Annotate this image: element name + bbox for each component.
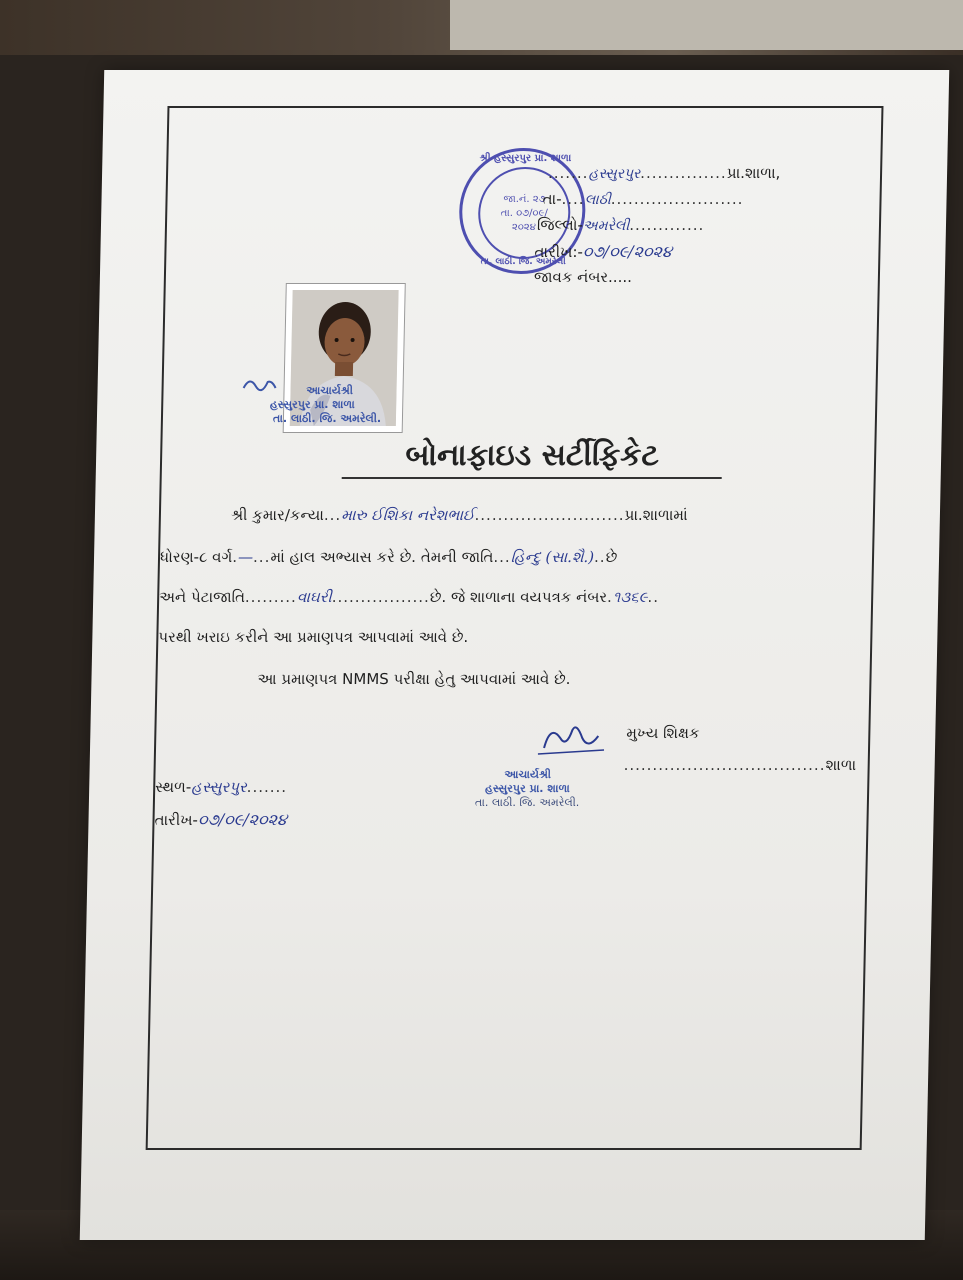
body-line-2: ધોરણ-૮ વર્ગ.—...માં હાલ અભ્યાસ કરે છે. તેમની જાતિ...હિન્દુ (સા.શૈ.)..છે xyxy=(159,548,618,566)
division-handwritten: — xyxy=(237,548,254,566)
stamp-top-text: શ્રી હસ્સુરપુર પ્રા. શાળા xyxy=(479,153,572,164)
photo-seal-line-3: તા. લાઠી. જિ. અમરેલી. xyxy=(272,412,382,425)
footer-date-label: તારીખ- xyxy=(154,811,199,829)
background-paper-top xyxy=(450,0,963,50)
register-number-handwritten: ૧૩૬૯ xyxy=(612,588,648,606)
subcaste-handwritten: વાઘરી xyxy=(296,588,332,606)
district-label: જિલ્લો- xyxy=(536,216,584,234)
certificate-paper xyxy=(80,70,950,1240)
stamp-bottom-text: તા. લાઠી. જિ. અમરેલી xyxy=(480,257,566,267)
principal-seal xyxy=(475,768,580,810)
designation-head-teacher: મુખ્ય શિક્ષક xyxy=(626,724,700,742)
header-district-line: જિલ્લો-અમરેલી............. xyxy=(536,216,705,234)
stamp-line-1: જા.નં. ૨૭ xyxy=(503,194,546,205)
principal-seal-line-2: હસ્સુરપુર પ્રા. શાળા xyxy=(484,782,570,795)
body-line-5: આ પ્રમાણપત્ર NMMS પરીક્ષા હેતુ આપવામાં આવે છે. xyxy=(257,670,571,688)
body-line-4: પરથી ખરાઇ કરીને આ પ્રમાણપત્ર આપવામાં આવે છે. xyxy=(158,628,469,646)
principal-seal-line-3: તા. લાઠી. જિ. અમરેલી. xyxy=(474,796,580,809)
line1-suffix: પ્રા.શાળામાં xyxy=(624,506,688,524)
signature-school-line: ...................................શાળા xyxy=(623,756,857,774)
date-label: તારીખ:- xyxy=(534,243,584,261)
district-handwritten: અમરેલી xyxy=(582,218,630,234)
certificate-border xyxy=(146,106,884,1150)
principal-signature-icon xyxy=(536,718,607,758)
header-taluka-line: તા-....લાઠી....................... xyxy=(542,190,744,208)
outward-number: જાવક નંબર..... xyxy=(533,268,633,286)
photo-seal-line-1: આચાર્યશ્રી xyxy=(306,384,354,397)
school-name-handwritten: હસ્સુરપુર xyxy=(588,166,641,182)
certificate-title: બોનાફાઇડ સર્ટીફિકેટ xyxy=(342,438,723,479)
school-suffix: પ્રા.શાળા, xyxy=(726,164,781,182)
photo-seal-line-2: હસ્સુરપુર પ્રા. શાળા xyxy=(269,398,355,411)
photo-signature-icon xyxy=(239,374,279,394)
date-handwritten: ૦૭/૦૯/૨૦૨૪ xyxy=(582,242,673,261)
line2-mid: માં હાલ અભ્યાસ કરે છે. તેમની જાતિ xyxy=(270,548,494,566)
place-handwritten: હસ્સુરપુર xyxy=(191,778,247,796)
principal-seal-line-1: આચાર્યશ્રી xyxy=(504,768,552,781)
footer-date-handwritten: ૦૭/૦૯/૨૦૨૪ xyxy=(197,810,288,829)
photo-seal xyxy=(243,384,382,426)
place-line: સ્થળ-હસ્સુરપુર....... xyxy=(155,778,288,796)
body-line-1: શ્રી કુમાર/કન્યા...મારુ ઈશિકા નરેશભાઈ..........................પ્રા.શાળામાં xyxy=(230,506,688,524)
line2-prefix: ધોરણ-૮ વર્ગ xyxy=(159,548,233,566)
signature-school-suffix: શાળા xyxy=(825,756,857,774)
line3-mid: છે. જે શાળાના વયપત્રક નંબર xyxy=(429,588,608,606)
place-label: સ્થળ- xyxy=(155,778,192,796)
caste-handwritten: હિન્દુ (સા.શૈ.) xyxy=(510,548,595,566)
footer-date-line xyxy=(154,810,287,830)
student-name-handwritten: મારુ ઈશિકા નરેશભાઈ xyxy=(341,506,475,524)
taluka-label: તા- xyxy=(542,190,562,208)
header-date-line xyxy=(534,242,672,262)
line3-prefix: અને પેટાજાતિ xyxy=(159,588,246,606)
taluka-handwritten: લાઠી xyxy=(584,192,611,208)
line2-suffix: છે xyxy=(605,548,618,566)
header-school-line: .......હસ્સુરપુર...............પ્રા.શાળા, xyxy=(547,164,781,182)
line1-prefix: શ્રી કુમાર/કન્યા xyxy=(230,506,325,524)
stamp-line-3: ૨૦૨૪ xyxy=(511,222,537,233)
body-line-3: અને પેટાજાતિ.........વાઘરી.................છે. જે શાળાના વયપત્રક નંબર.૧૩૬૯.. xyxy=(159,588,660,606)
stamp-line-2: તા. ૦૭/૦૯/ xyxy=(500,208,548,219)
